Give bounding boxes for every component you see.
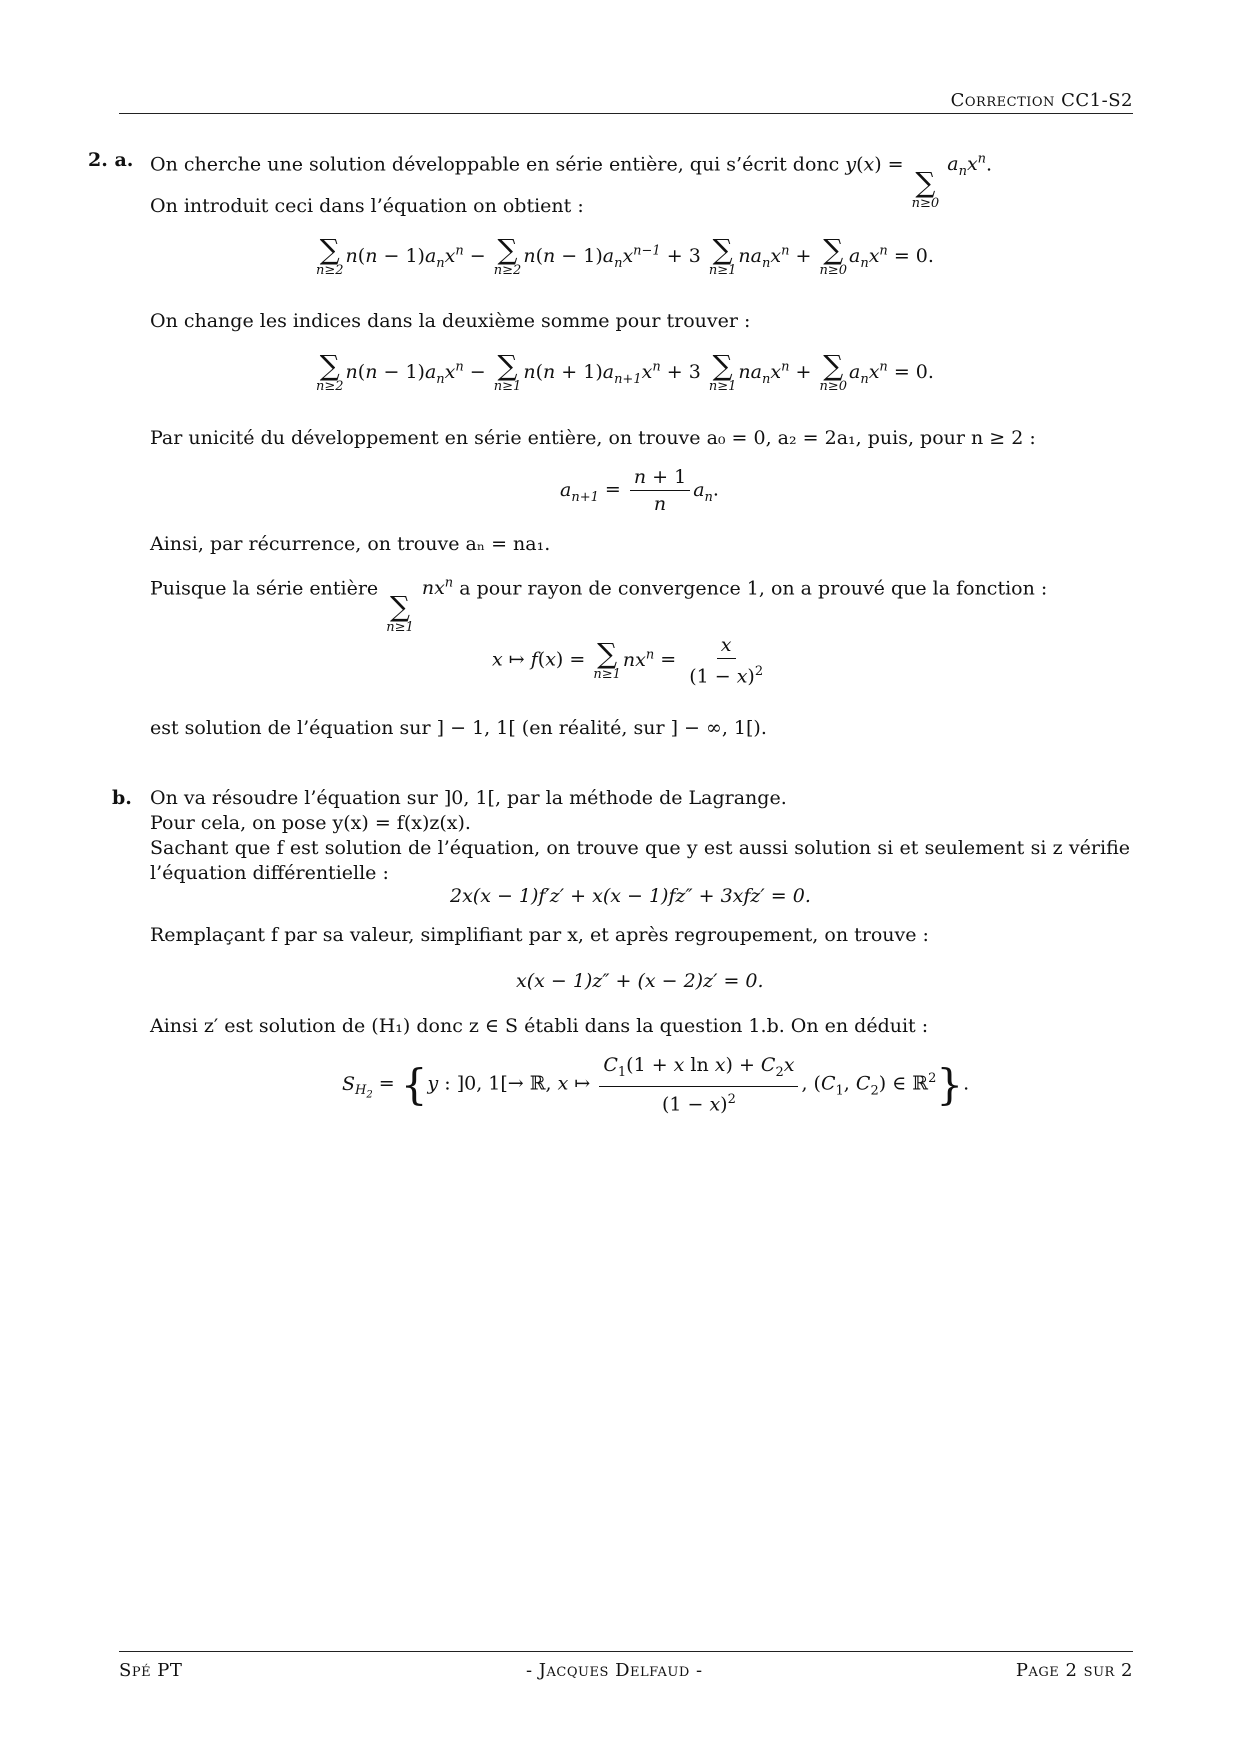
equation-series-2: ∑ n≥2 $n(n - 1)a_nx^n$ − ∑ n≥1 $n(n + 1)a_{n+1}x^n + 3$ ∑ n≥1 $na_nx^n$ + ∑ n≥0 $a_nx^n = 0$.	[316, 349, 934, 394]
equation-recurrence: $a_{n+1}$ = $\frac{n + 1}{n}$ $a_n$.	[560, 466, 719, 515]
equation-solution-set: $S_{H_2} = \{y$ : ]0, 1[→ ℝ, x ↦ $\frac{C_1(1 + x \ln x) + C_2x}{(1 - x)^2}$ , ($C_1$, $C_2$) ∈ ℝ$^2$}.	[342, 1054, 970, 1116]
question-2b-line1: On va résoudre l’équation sur ]0, 1[, par la méthode de Lagrange.	[150, 787, 787, 809]
question-2b-line3: Sachant que f est solution de l’équation, on trouve que y est aussi solution si et seulement si z vérifie	[150, 837, 1130, 859]
equation-z: x(x − 1)z″ + (x − 2)z′ = 0.	[516, 970, 764, 992]
question-2b-line5: Remplaçant f par sa valeur, simplifiant par x, et après regroupement, on trouve :	[150, 924, 929, 946]
question-2a-line7: est solution de l’équation sur ] − 1, 1[ (en réalité, sur ] − ∞, 1[).	[150, 717, 767, 739]
equation-function-f: x ↦ f(x) = ∑ n≥1 $nx^n$ = $\frac{x}{(1 - x)^2}$	[492, 634, 764, 688]
question-2a-line3: On change les indices dans la deuxième somme pour trouver :	[150, 310, 751, 332]
intro-text: On cherche une solution développable en série entière, qui s’écrit donc	[150, 153, 840, 176]
question-2a-label: 2. a.	[88, 149, 134, 171]
header-title: Correction CC1-S2	[950, 90, 1133, 111]
footer-right: Page 2 sur 2	[1015, 1660, 1133, 1681]
footer-rule	[119, 1651, 1133, 1652]
footer-left: Spé PT	[119, 1660, 183, 1681]
question-2b-line2: Pour cela, on pose y(x) = f(x)z(x).	[150, 812, 471, 834]
question-2a-line6: Puisque la série entière ∑ n≥1 $nx^n$ a pour rayon de convergence 1, on a prouvé que la fonction :	[150, 576, 1048, 636]
question-2a-line5: Ainsi, par récurrence, on trouve aₙ = na₁.	[150, 533, 551, 555]
question-2b-line6: Ainsi z′ est solution de (H₁) donc z ∈ S établi dans la question 1.b. On en déduit :	[150, 1015, 929, 1037]
question-2a-line4: Par unicité du développement en série entière, on trouve a₀ = 0, a₂ = 2a₁, puis, pour n ≥ 2 :	[150, 427, 1036, 449]
footer-center: - Jacques Delfaud -	[526, 1660, 703, 1681]
equation-series-1: ∑ n≥2 $n(n - 1)a_nx^n$ − ∑ n≥2 $n(n - 1)a_nx^{n-1} + 3$ ∑ n≥1 $na_nx^n$ + ∑ n≥0 $a_nx^n = 0$.	[316, 233, 934, 278]
equation-lagrange: 2x(x − 1)f′z′ + x(x − 1)fz″ + 3xfz′ = 0.	[450, 885, 811, 907]
question-2a-line2: On introduit ceci dans l’équation on obtient :	[150, 195, 584, 217]
header-rule	[119, 113, 1133, 114]
question-2b-label: b.	[112, 787, 132, 809]
line6-text-a: Puisque la série entière	[150, 577, 379, 600]
line6-text-b: a pour rayon de convergence 1, on a prouvé que la fonction :	[459, 577, 1048, 600]
question-2b-line4: l’équation différentielle :	[150, 862, 389, 884]
question-2a-intro: On cherche une solution développable en série entière, qui s’écrit donc y(x) = ∑ n≥0 $a_nx^n$.	[150, 152, 993, 212]
